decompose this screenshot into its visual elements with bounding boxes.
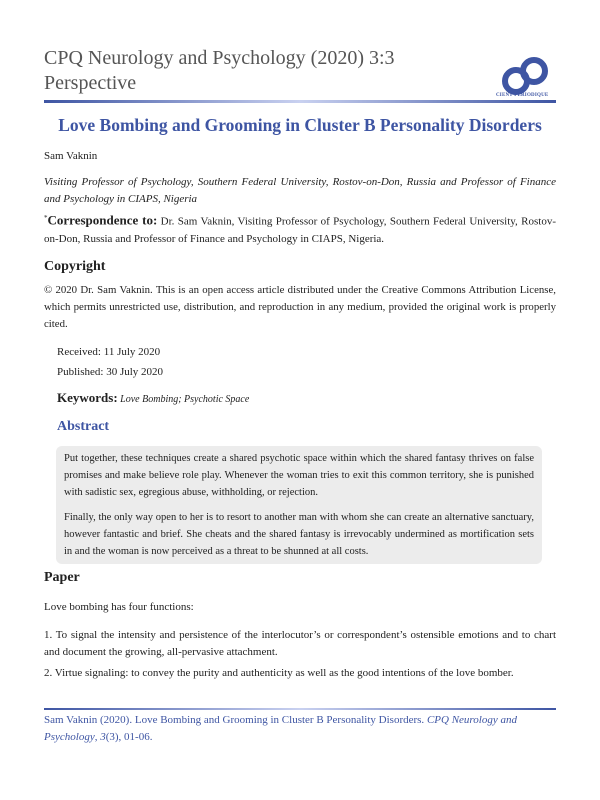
author: Sam Vaknin <box>44 150 98 162</box>
correspondence-label: Correspondence to: <box>47 212 158 228</box>
received-date: Received: 11 July 2020 <box>57 346 161 358</box>
paper-intro: Love bombing has four functions: <box>44 601 194 613</box>
abstract-heading: Abstract <box>57 419 110 434</box>
correspondence <box>44 210 556 248</box>
header-divider <box>44 100 556 103</box>
copyright-text: © 2020 Dr. Sam Vaknin. This is an open access article distributed under the Creative Commons Attribution License, which permits unrestricted use, distribution, and reproduction in any medium, provided the original work is properly cited. <box>44 284 556 330</box>
footer-citation: Sam Vaknin (2020). Love Bombing and Grooming in Cluster B Personality Disorders. CPQ Neurology and Psychology, 3(3), 01-06. <box>44 714 517 743</box>
list-item: 1. To signal the intensity and persistence of the interlocutor’s or correspondent’s ostensible emotions and to chart and document the growing, all-pervasive attachment. <box>44 629 556 658</box>
paper-heading: Paper <box>44 570 80 585</box>
keywords-label: Keywords: <box>57 390 118 405</box>
article-title: Love Bombing and Grooming in Cluster B Personality Disorders <box>58 115 542 135</box>
footer-divider <box>44 708 556 710</box>
asterisk: * <box>44 214 48 222</box>
citation-pages: (3), 01-06. <box>105 731 153 743</box>
affiliation: Visiting Professor of Psychology, Southern Federal University, Rostov-on-Don, Russia and Professor of Finance and Psychology in CIAPS, Nigeria <box>44 176 556 205</box>
abstract-box <box>56 446 542 564</box>
published-date: Published: 30 July 2020 <box>57 366 164 378</box>
correspondence-text: Dr. Sam Vaknin, Visiting Professor of Psychology, Southern Federal University, Rostov-on-Don, Russia and Professor of Finance and Psychology in CIAPS, Nigeria. <box>44 215 556 245</box>
journal-name: CPQ Neurology and Psychology (2020) 3:3 <box>44 47 395 69</box>
keywords <box>57 390 249 406</box>
abstract-paragraph: Put together, these techniques create a shared psychotic space within which the shared fantasy thrives on false promises and make believe role play. Whenever the woman tries to exit this common territory, she is punished with sadistic sex, egregious abuse, withholding, or rejection. <box>64 453 534 498</box>
logo-text: CIENT PERIODIQUE <box>496 93 549 98</box>
citation-text: Sam Vaknin (2020). Love Bombing and Grooming in Cluster B Personality Disorders. <box>44 714 427 726</box>
abstract-paragraph: Finally, the only way open to her is to resort to another man with whom she can create an alternative sanctuary, however fantastic and brief. She cheats and the shared fantasy is irrevocably undermined as mortification sets in and the woman is now perceived as a threat to be shunned at all costs. <box>64 512 534 557</box>
article-type: Perspective <box>44 72 137 94</box>
journal-header <box>44 46 395 96</box>
copyright-heading: Copyright <box>44 259 106 274</box>
citation-journal: CPQ Neurology and Psychology <box>44 714 517 743</box>
keywords-value: Love Bombing; Psychotic Space <box>120 394 250 405</box>
list-item: 2. Virtue signaling: to convey the purity and authenticity as well as the good intentions of the love bomber. <box>44 667 514 679</box>
citation-volume: 3 <box>100 731 106 743</box>
